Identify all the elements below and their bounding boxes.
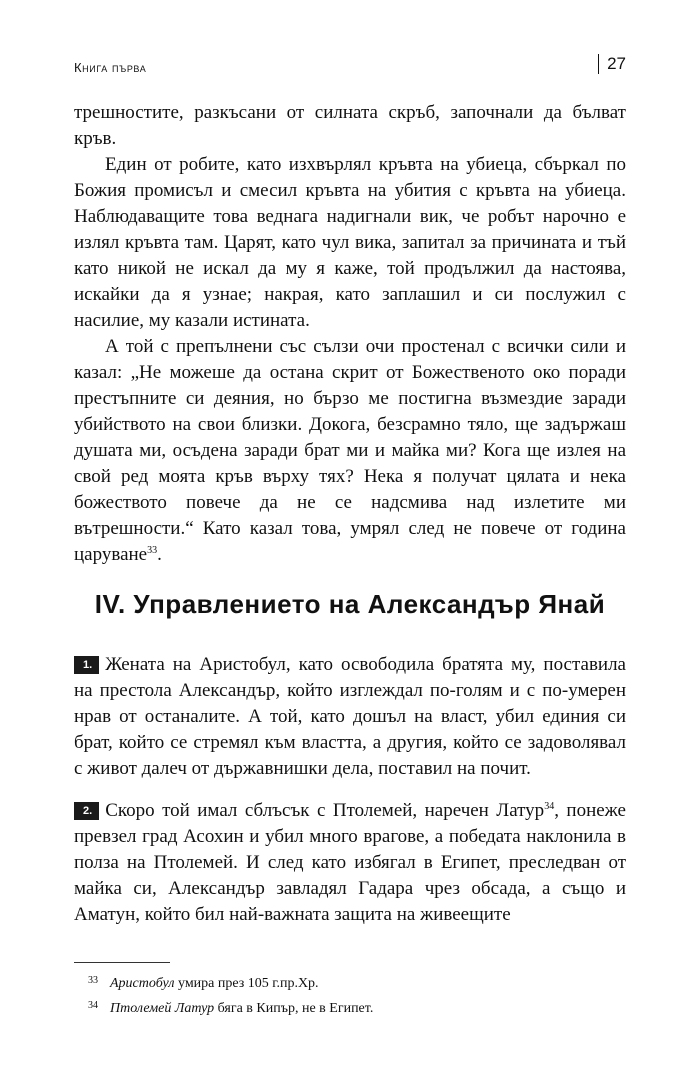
section-heading: IV. Управлението на Александър Янай [94, 589, 606, 619]
page-number: 27 [598, 54, 626, 74]
footnote-number: 34 [88, 1000, 98, 1011]
paragraph-text: А той с препълнени със сълзи очи простенал с всички сили и казал: „Не можеше да остана скрит от Божественото око поради престъпните си деяния, но бързо ме постигна възмездие заради убийството на свои близки. Докога, безсрамно тяло, ще задържаш душата ми, осъдена заради брат ми и майка ми? Кога ще излея на свой ред моята кръв върху тях? Нека я получат цялата и нека божеството повече да не се надсмива над излетите ми вътрешности.“ Като казал това, умрял след не повече от година царуване [74, 336, 626, 565]
verse-text: Скоро той имал сблъсък с Птолемей, наречен Латур [105, 800, 545, 821]
book-title: Книга първа [74, 60, 147, 75]
verse-paragraph [74, 798, 626, 928]
body-text [74, 100, 626, 568]
running-header [74, 54, 626, 84]
footnote-ref[interactable]: 34 [544, 801, 555, 812]
footnote-number: 33 [88, 975, 98, 986]
footnote-text: умира през 105 г.пр.Хр. [174, 976, 319, 991]
paragraph [74, 100, 626, 152]
footnote [74, 970, 626, 995]
footnote-ref[interactable]: 33 [147, 545, 158, 556]
footnote [74, 995, 626, 1020]
paragraph-text: Един от робите, като изхвърлял кръвта на убиеца, сбъркал по Божия промисъл и смесил кръвта на убития с кръвта на убиеца. Наблюдаващите това веднага надигнали вик, че робът нарочно е излял кръвта там. Царят, като чул вика, запитал за причината и тъй като никой не искал да му я каже, той продължил да настоява, искайки да я узнае; накрая, като заплашил и си послужил с насилие, му казали истината. [74, 154, 626, 331]
footnotes [74, 970, 626, 1020]
paragraph: А той с препълнени със сълзи очи простенал с всички сили и казал: „Не можеше да остана скрит от Божественото око поради престъпните си деяния, но бързо ме постигна възмездие заради убийството на свои близки. Докога, безсрамно тяло, ще задържаш душата ми, осъдена заради брат ми и майка ми? Кога ще излея на свой ред моята кръв върху тях? Нека я получат цялата и нека божеството повече да не се надсмива над излетите ми вътрешности.“ Като казал това, умрял след не повече от година царуване$^{33}$. [74, 336, 626, 565]
footnote-divider [74, 962, 170, 963]
verse-text: Жената на Аристобул, като освободила братята му, поставила на престола Александър, който изглеждал по-голям и с по-умерен нрав от останалите. А той, като дошъл на власт, убил единия си брат, който се стремял към властта, а другия, който се задоволявал с живот далеч от държавнишки дела, поставил на почит. [74, 654, 626, 779]
verse-number-badge: 2. [74, 802, 99, 820]
verse-paragraph [74, 652, 626, 782]
footnote-term: Аристобул [110, 976, 175, 991]
paragraph-text: трешностите, разкъсани от силната скръб, започнали да бълват кръв. [74, 102, 626, 149]
verse-text: , понеже превзел град Асохин и убил много врагове, а победата наклонила в полза на Птолемей. И след като избягал в Египет, преследван от майка си, Александър завладял Гадара чрез обсада, а също и Аматун, който бил най-важната защита на живеещите [74, 800, 626, 925]
verse-number-badge: 1. [74, 656, 99, 674]
footnote-text: бяга в Кипър, не в Египет. [214, 1001, 374, 1016]
footnote-term: Птолемей Латур [110, 1001, 215, 1016]
paragraph [74, 152, 626, 334]
